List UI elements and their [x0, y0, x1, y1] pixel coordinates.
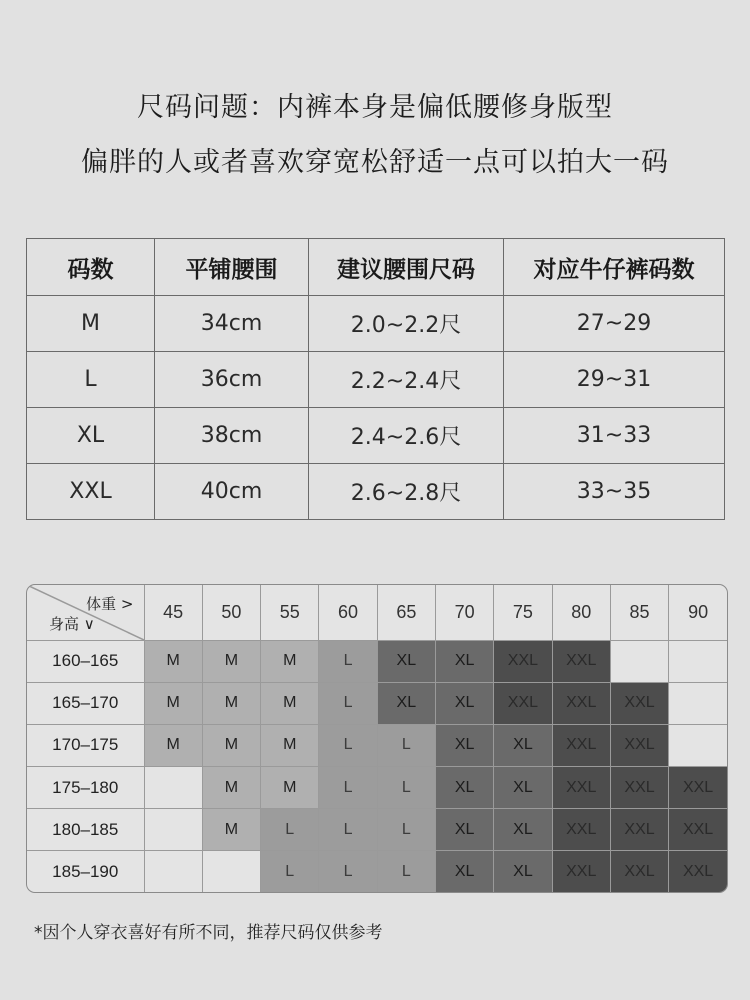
grid-row — [27, 682, 727, 724]
size-cell: L — [319, 809, 377, 851]
size-cell: XXL — [552, 766, 610, 808]
weight-header: 85 — [610, 585, 668, 640]
size-cell: XXL — [610, 724, 668, 766]
size-cell: XL — [435, 851, 493, 892]
empty-cell — [144, 766, 202, 808]
size-cell: L — [319, 640, 377, 682]
empty-cell — [669, 682, 727, 724]
weight-header: 60 — [319, 585, 377, 640]
size-cell: M — [144, 682, 202, 724]
cell-jeans-size: 27~29 — [504, 296, 725, 352]
empty-cell — [144, 809, 202, 851]
size-cell: L — [319, 851, 377, 892]
headline-fit-note: 尺码问题：内裤本身是偏低腰修身版型 — [137, 92, 613, 123]
empty-cell — [610, 640, 668, 682]
cell-jeans-size: 29~31 — [504, 352, 725, 408]
size-cell: XXL — [552, 640, 610, 682]
cell-size: M — [27, 296, 155, 352]
size-cell: M — [202, 682, 260, 724]
size-cell: M — [261, 682, 319, 724]
size-cell: XL — [435, 682, 493, 724]
grid-corner — [27, 585, 144, 640]
header-flat-waist: 平铺腰围 — [155, 239, 309, 296]
cell-flat-waist: 36cm — [155, 352, 309, 408]
grid-row — [27, 724, 727, 766]
height-label: 175–180 — [27, 766, 144, 808]
cell-size: L — [27, 352, 155, 408]
cell-size: XL — [27, 408, 155, 464]
size-cell: L — [377, 766, 435, 808]
empty-cell — [669, 640, 727, 682]
size-cell: XL — [494, 809, 552, 851]
weight-header: 45 — [144, 585, 202, 640]
size-cell: L — [319, 766, 377, 808]
size-cell: XL — [377, 682, 435, 724]
height-weight-grid — [26, 584, 728, 893]
size-cell: XL — [435, 766, 493, 808]
empty-cell — [144, 851, 202, 892]
grid-row — [27, 809, 727, 851]
table-row — [27, 352, 725, 408]
weight-header: 75 — [494, 585, 552, 640]
size-cell: XXL — [610, 766, 668, 808]
grid-header-row — [27, 585, 727, 640]
header-jeans-size: 对应牛仔裤码数 — [504, 239, 725, 296]
size-cell: L — [377, 724, 435, 766]
table-row — [27, 296, 725, 352]
size-table — [26, 238, 725, 520]
size-cell: M — [261, 640, 319, 682]
cell-suggested-waist: 2.6~2.8尺 — [309, 464, 504, 520]
size-cell: M — [202, 724, 260, 766]
size-cell: XXL — [552, 682, 610, 724]
size-cell: XXL — [610, 682, 668, 724]
height-label: 170–175 — [27, 724, 144, 766]
cell-flat-waist: 34cm — [155, 296, 309, 352]
size-cell: L — [319, 724, 377, 766]
size-cell: L — [377, 851, 435, 892]
size-cell: L — [377, 809, 435, 851]
size-cell: L — [261, 809, 319, 851]
weight-header: 50 — [202, 585, 260, 640]
size-cell: XL — [435, 640, 493, 682]
size-cell: L — [319, 682, 377, 724]
size-cell: XXL — [669, 851, 727, 892]
cell-flat-waist: 40cm — [155, 464, 309, 520]
height-label: 180–185 — [27, 809, 144, 851]
size-cell: M — [144, 724, 202, 766]
weight-header: 65 — [377, 585, 435, 640]
cell-suggested-waist: 2.0~2.2尺 — [309, 296, 504, 352]
weight-header: 90 — [669, 585, 727, 640]
size-cell: XXL — [610, 851, 668, 892]
height-label: 160–165 — [27, 640, 144, 682]
size-cell: XXL — [494, 682, 552, 724]
size-cell: XL — [494, 851, 552, 892]
size-cell: M — [202, 640, 260, 682]
empty-cell — [669, 724, 727, 766]
size-cell: XXL — [669, 809, 727, 851]
size-cell: M — [202, 809, 260, 851]
size-table-header-row — [27, 239, 725, 296]
header-suggested-waist: 建议腰围尺码 — [309, 239, 504, 296]
cell-size: XXL — [27, 464, 155, 520]
size-cell: XL — [377, 640, 435, 682]
size-cell: M — [261, 724, 319, 766]
size-cell: XXL — [552, 724, 610, 766]
cell-suggested-waist: 2.2~2.4尺 — [309, 352, 504, 408]
corner-weight-label: 体重 > — [86, 595, 134, 613]
grid-row — [27, 766, 727, 808]
weight-header: 80 — [552, 585, 610, 640]
size-cell: M — [202, 766, 260, 808]
cell-flat-waist: 38cm — [155, 408, 309, 464]
height-label: 165–170 — [27, 682, 144, 724]
weight-header: 70 — [435, 585, 493, 640]
size-cell: M — [261, 766, 319, 808]
size-cell: XXL — [494, 640, 552, 682]
size-cell: XL — [494, 724, 552, 766]
size-cell: XXL — [669, 766, 727, 808]
cell-jeans-size: 33~35 — [504, 464, 725, 520]
grid-row — [27, 851, 727, 892]
size-cell: XXL — [552, 809, 610, 851]
headline-size-up-note: 偏胖的人或者喜欢穿宽松舒适一点可以拍大一码 — [81, 147, 669, 178]
cell-jeans-size: 31~33 — [504, 408, 725, 464]
table-row — [27, 408, 725, 464]
size-cell: XXL — [610, 809, 668, 851]
empty-cell — [202, 851, 260, 892]
size-cell: XL — [435, 809, 493, 851]
grid-row — [27, 640, 727, 682]
height-label: 185–190 — [27, 851, 144, 892]
corner-height-label: 身高 ∨ — [49, 614, 95, 633]
header-size: 码数 — [27, 239, 155, 296]
size-cell: XL — [494, 766, 552, 808]
size-cell: L — [261, 851, 319, 892]
table-row — [27, 464, 725, 520]
weight-header: 55 — [261, 585, 319, 640]
size-cell: XXL — [552, 851, 610, 892]
footnote: *因个人穿衣喜好有所不同，推荐尺码仅供参考 — [34, 923, 383, 943]
size-cell: M — [144, 640, 202, 682]
size-cell: XL — [435, 724, 493, 766]
cell-suggested-waist: 2.4~2.6尺 — [309, 408, 504, 464]
